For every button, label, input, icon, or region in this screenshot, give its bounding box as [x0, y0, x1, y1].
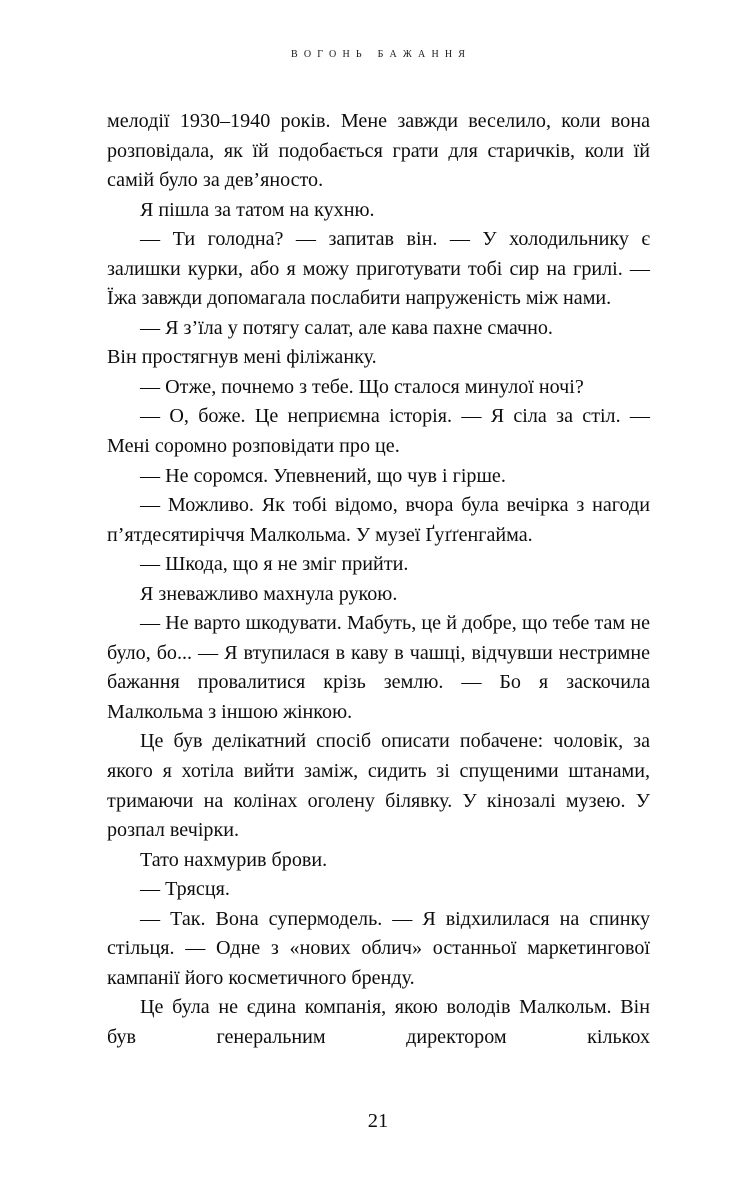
paragraph: — Я з’їла у потягу салат, але кава пахне смачно. [140, 316, 553, 339]
paragraph: Тато нахмурив брови. [140, 848, 328, 871]
paragraph: Я зневажливо махнула рукою. [140, 582, 398, 605]
paragraph: — Трясця. [140, 878, 230, 901]
paragraph: — О, боже. Це неприємна історія. — Я сіла за стіл. — Мені соромно розповідати про це. [107, 405, 650, 458]
paragraph: — Не соромся. Упевнений, що чув і гірше. [140, 464, 506, 487]
paragraph: — Ти голодна? — запитав він. — У холодильнику є залишки курки, або я можу приготувати тобі сир на грилі. — Їжа завжди допомагала послабити напруженість між нами. [107, 228, 650, 310]
paragraph: — Шкода, що я не зміг прийти. [140, 553, 409, 576]
paragraph: — Так. Вона супермодель. — Я відхилилася на спинку стільця. — Одне з «нових облич» останньої маркетингової кампанії його косметичного бренду. [107, 907, 650, 989]
paragraph: — Отже, почнемо з тебе. Що сталося минулої ночі? [140, 375, 584, 398]
paragraph: мелодії 1930–1940 років. Мене завжди веселило, коли вона розповідала, як їй подобається грати для старичків, коли їй самій було за дев’яносто. [107, 110, 650, 192]
paragraph: — Можливо. Як тобі відомо, вчора була вечірка з нагоди п’ятдесятиріччя Малкольма. У музеї Ґуґґенгайма. [107, 494, 650, 546]
paragraph: Це був делікатний спосіб описати побачене: чоловік, за якого я хотіла вийти заміж, сидить зі спущеними штанами, тримаючи на колінах оголену білявку. У кінозалі музею. У розпал вечірки. [107, 730, 650, 842]
paragraph: Він простягнув мені філіжанку. [107, 346, 377, 369]
page-number: 21 [367, 1110, 389, 1132]
running-header: вогонь бажання [291, 45, 472, 61]
paragraph: — Не варто шкодувати. Мабуть, це й добре, що тебе там не було, бо... — Я втупилася в каву в чашці, відчувши нестримне бажання провалитися крізь землю. — Бо я заскочила Малкольма з іншою жінкою. [107, 612, 650, 723]
body-text-block [107, 107, 650, 1053]
paragraph: Це була не єдина компанія, якою володів Малкольм. Він був генеральним директором кількох [107, 996, 650, 1048]
paragraph: Я пішла за татом на кухню. [140, 198, 375, 221]
